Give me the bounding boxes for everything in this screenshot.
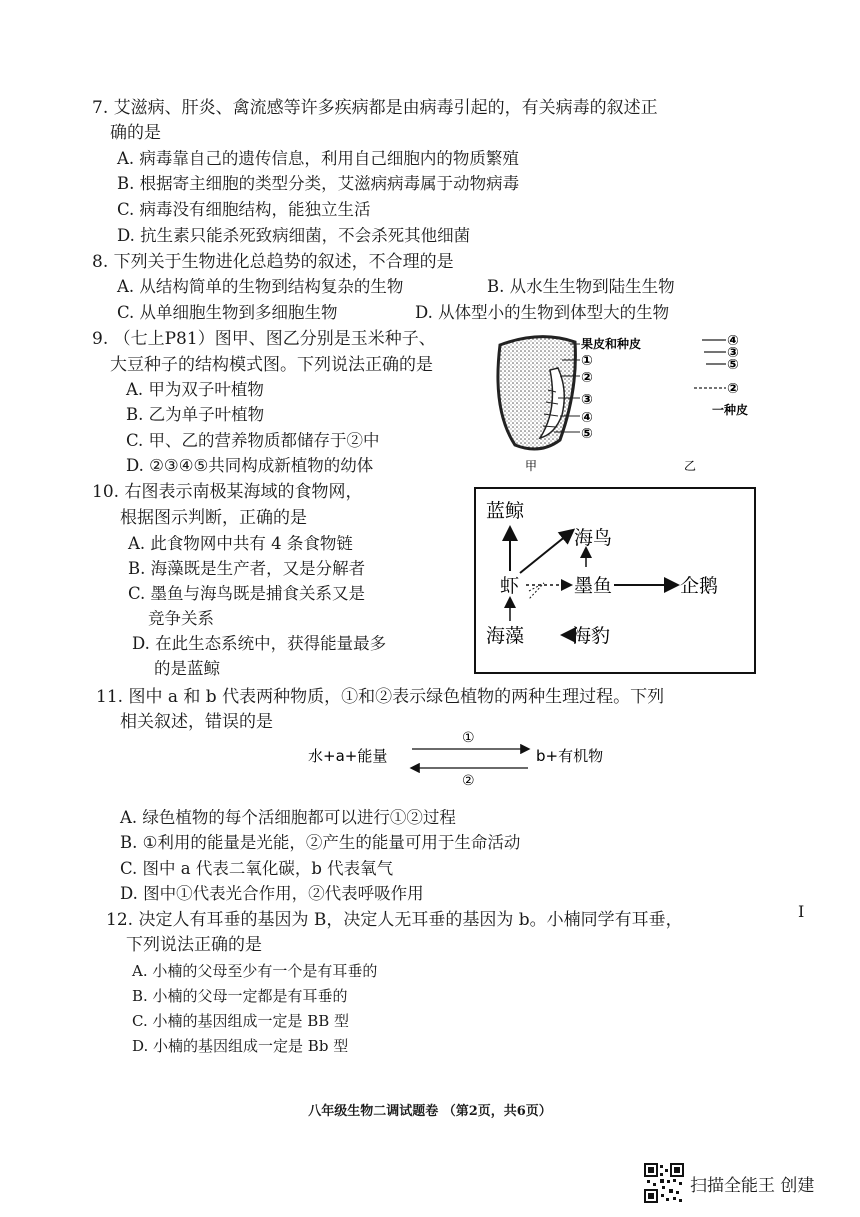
node-squid: 墨鱼 xyxy=(574,575,613,597)
q11-option-c: C. 图中 a 代表二氧化碳，b 代表氧气 xyxy=(120,859,394,878)
equation-right: b+有机物 xyxy=(536,747,604,765)
q12-option-d: D. 小楠的基因组成一定是 Bb 型 xyxy=(132,1037,349,1055)
q10-option-a: A. 此食物网中共有 4 条食物链 xyxy=(128,534,353,553)
q10-option-d: D. 在此生态系统中，获得能量最多 xyxy=(132,634,387,653)
jia-label-4: ④ xyxy=(581,410,593,426)
q12-stem-line1: 12. 决定人有耳垂的基因为 B，决定人无耳垂的基因为 b。小楠同学有耳垂， xyxy=(106,910,683,930)
q12-option-a: A. 小楠的父母至少有一个是有耳垂的 xyxy=(132,962,378,980)
node-krill: 虾 xyxy=(500,575,520,597)
jia-label-2: ② xyxy=(581,370,593,386)
q9-option-c: C. 甲、乙的营养物质都储存于②中 xyxy=(126,431,380,450)
q12-option-b: B. 小楠的父母一定都是有耳垂的 xyxy=(132,987,348,1005)
node-seabird: 海鸟 xyxy=(574,527,613,549)
q11-stem-line2: 相关叙述，错误的是 xyxy=(120,712,273,732)
q8-option-d: D. 从体型小的生物到体型大的生物 xyxy=(415,303,670,322)
yi-label-4: ④ xyxy=(727,333,739,349)
photosynthesis-respiration-equation xyxy=(300,728,630,788)
label-pericarp: 果皮和种皮 xyxy=(581,337,642,351)
node-algae: 海藻 xyxy=(486,625,525,647)
q10-option-d-cont: 的是蓝鲸 xyxy=(154,659,220,678)
q11-option-b: B. ①利用的能量是光能，②产生的能量可用于生命活动 xyxy=(120,833,521,852)
q10-stem-line1: 10. 右图表示南极某海域的食物网， xyxy=(92,482,363,502)
qr-code-icon xyxy=(644,1163,684,1203)
q7-option-a: A. 病毒靠自己的遗传信息，利用自己细胞内的物质繁殖 xyxy=(117,149,519,168)
margin-mark: I xyxy=(798,902,805,921)
q9-stem-line1: 9. （七上P81）图甲、图乙分别是玉米种子、 xyxy=(92,329,436,349)
q12-stem-line2: 下列说法正确的是 xyxy=(126,935,262,955)
q8-option-c: C. 从单细胞生物到多细胞生物 xyxy=(117,303,338,322)
label-seedcoat: 一种皮 xyxy=(712,403,749,417)
q7-option-c: C. 病毒没有细胞结构，能独立生活 xyxy=(117,200,371,219)
q11-option-d: D. 图中①代表光合作用，②代表呼吸作用 xyxy=(120,884,424,903)
corn-seed-diagram xyxy=(480,330,680,480)
q10-option-c: C. 墨鱼与海鸟既是捕食关系又是 xyxy=(128,584,366,603)
jia-label-3: ③ xyxy=(581,392,593,408)
q9-option-d: D. ②③④⑤共同构成新植物的幼体 xyxy=(126,456,374,475)
equation-process-2: ② xyxy=(462,773,475,788)
q8-stem: 8. 下列关于生物进化总趋势的叙述，不合理的是 xyxy=(92,252,454,272)
q10-stem-line2: 根据图示判断，正确的是 xyxy=(120,508,307,528)
bean-seed-diagram xyxy=(680,330,780,480)
yi-label-5: ⑤ xyxy=(727,357,739,373)
jia-label-5: ⑤ xyxy=(581,426,593,442)
q12-option-c: C. 小楠的基因组成一定是 BB 型 xyxy=(132,1012,350,1030)
yi-label-2: ② xyxy=(727,381,739,397)
q10-option-b: B. 海藻既是生产者，又是分解者 xyxy=(128,559,366,578)
caption-yi: 乙 xyxy=(684,459,697,473)
equation-process-1: ① xyxy=(462,730,475,746)
jia-label-1: ① xyxy=(581,353,593,369)
q7-stem-line1: 7. 艾滋病、肝炎、禽流感等许多疾病都是由病毒引起的，有关病毒的叙述正 xyxy=(92,98,658,118)
scanner-watermark xyxy=(644,1163,814,1203)
q9-stem-line2: 大豆种子的结构模式图。下列说法正确的是 xyxy=(110,355,433,375)
q7-option-b: B. 根据寄主细胞的类型分类，艾滋病病毒属于动物病毒 xyxy=(117,174,520,193)
q8-option-a: A. 从结构简单的生物到结构复杂的生物 xyxy=(117,277,404,296)
node-seal: 海豹 xyxy=(572,625,611,647)
yi-label-3: ③ xyxy=(727,345,739,361)
q11-stem-line1: 11. 图中 a 和 b 代表两种物质，①和②表示绿色植物的两种生理过程。下列 xyxy=(96,687,665,707)
q8-option-b: B. 从水生生物到陆生生物 xyxy=(487,277,675,296)
q7-option-d: D. 抗生素只能杀死致病细菌，不会杀死其他细菌 xyxy=(117,226,471,245)
equation-left: 水+a+能量 xyxy=(308,747,388,765)
page-footer: 八年级生物二调试题卷 （第2页，共6页） xyxy=(308,1104,552,1119)
node-penguin: 企鹅 xyxy=(680,575,719,597)
q10-option-c-cont: 竞争关系 xyxy=(148,609,214,628)
food-web-diagram xyxy=(474,487,758,677)
node-blue-whale: 蓝鲸 xyxy=(486,500,525,522)
q7-stem-line2: 确的是 xyxy=(110,123,161,143)
caption-jia: 甲 xyxy=(525,459,538,473)
q9-option-b: B. 乙为单子叶植物 xyxy=(126,405,265,424)
scanner-brand-text: 扫描全能王 创建 xyxy=(690,1175,815,1196)
q9-option-a: A. 甲为双子叶植物 xyxy=(126,380,264,399)
q11-option-a: A. 绿色植物的每个活细胞都可以进行①②过程 xyxy=(120,808,456,827)
